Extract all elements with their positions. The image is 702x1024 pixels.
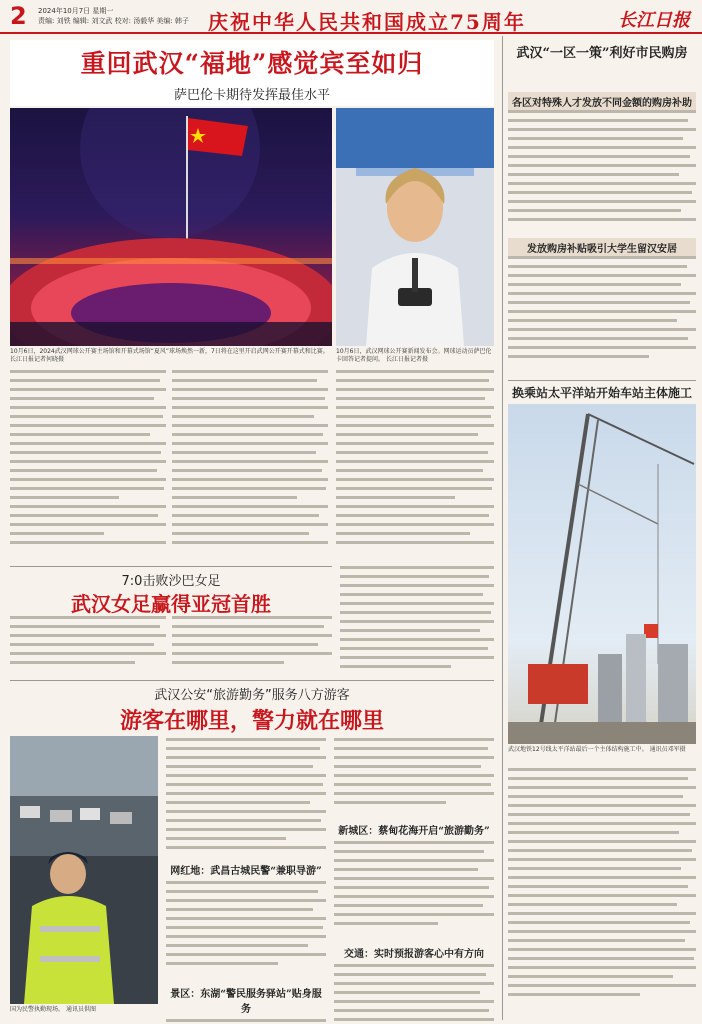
construction-caption: [508, 746, 696, 754]
lead-header: [10, 40, 494, 106]
police-illustration: [10, 736, 158, 1004]
police-col1-text3: [166, 1019, 326, 1024]
housing-text1: [508, 110, 696, 232]
housing-text2: [508, 256, 696, 376]
stadium-illustration: [10, 108, 332, 346]
crane-illustration: [508, 404, 696, 744]
player-illustration: [336, 108, 494, 346]
police-col2-text1: [334, 738, 494, 818]
lead-continued-col: [340, 566, 494, 676]
football-body-col1: [10, 616, 166, 676]
lead-body-col2: [172, 370, 328, 564]
housing-sub2: 发放购房补贴吸引大学生留汉安居: [508, 238, 696, 257]
lead-body-col1: [10, 370, 166, 564]
construction-photo: [508, 404, 696, 744]
metro-text: [508, 768, 696, 1016]
player-credit: 长江日报记者摄: [385, 356, 428, 363]
masthead: [0, 0, 702, 34]
football-headline: 武汉女足赢得亚冠首胜: [71, 592, 271, 616]
police-col1: [166, 738, 326, 1024]
police-caption: [10, 1006, 158, 1014]
construction-credit: 通讯员邓军摄: [649, 746, 686, 753]
police-kicker: 武汉公安“旅游勤务”服务八方游客: [154, 688, 350, 703]
lead-headline: 重回武汉“福地”感觉宾至如归: [80, 49, 424, 78]
police-section4-title: 交通：实时预报游客心中有方向: [344, 949, 484, 960]
player-caption: [336, 348, 494, 364]
column-rule: [502, 36, 503, 1020]
editors-text: 责编: 刘铁 编辑: 刘文武 校对: 汤毅华 美编: 韩子: [38, 17, 190, 25]
police-col1-text2: [166, 881, 326, 981]
police-credit: 通讯员供图: [65, 1006, 96, 1013]
police-caption-text: 国为民警执勤现场。: [10, 1006, 65, 1013]
construction-caption-text: 武汉地铁12号线太平洋站最后一个主体结构施工中。: [508, 746, 648, 753]
date-text: 2024年10月7日 星期一: [38, 7, 114, 15]
police-section3-title: 新城区：蔡甸花海开启“旅游勤务”: [338, 826, 490, 837]
stadium-caption: [10, 348, 332, 364]
police-photo: [10, 736, 158, 1004]
metro-headline: 换乘站太平洋站开始车站主体施工: [511, 386, 692, 400]
divider: [10, 566, 332, 567]
police-col2-text3: [334, 964, 494, 1024]
stadium-credit: 长江日报记者何晓摄: [10, 356, 65, 363]
police-col2: [334, 738, 494, 1024]
lead-subhead: 萨巴伦卡期待发挥最佳水平: [173, 88, 330, 103]
newspaper-logo: 长江日报: [618, 10, 690, 31]
divider: [508, 380, 696, 381]
date-line: [38, 6, 189, 26]
police-col1-text1: [166, 738, 326, 858]
police-section2-title: 景区：东湖“警民服务驿站”贴身服务: [170, 989, 322, 1015]
player-caption-text: 10月6日，武汉网球公开赛新闻发布会。网球运动员萨巴伦卡回答记者提问。: [336, 348, 492, 363]
housing-sub1: 各区对特殊人才发放不同金额的购房补助: [508, 92, 696, 111]
stadium-photo: [10, 108, 332, 346]
anniversary-banner: 庆祝中华人民共和国成立75周年: [208, 10, 526, 34]
lead-body-col3: [336, 370, 494, 564]
player-photo: [336, 108, 494, 346]
police-col2-text2: [334, 841, 494, 941]
football-body-col2: [172, 616, 332, 676]
police-section1-title: 网红地：武昌古城民警“兼职导游”: [170, 866, 322, 877]
divider: [10, 680, 494, 681]
football-kicker: 7:0击败沙巴女足: [121, 574, 221, 589]
stadium-caption-text: 10月6日，2024武汉网球公开赛主场馆和开幕式场馆“夏风”球场焕然一新，7日将在这里开启武网公开赛开幕式和比赛。: [10, 348, 329, 355]
police-headline: 游客在哪里，警力就在哪里: [119, 708, 384, 734]
page-number: 2: [10, 2, 27, 30]
housing-headline: 武汉“一区一策”利好市民购房: [516, 46, 688, 61]
